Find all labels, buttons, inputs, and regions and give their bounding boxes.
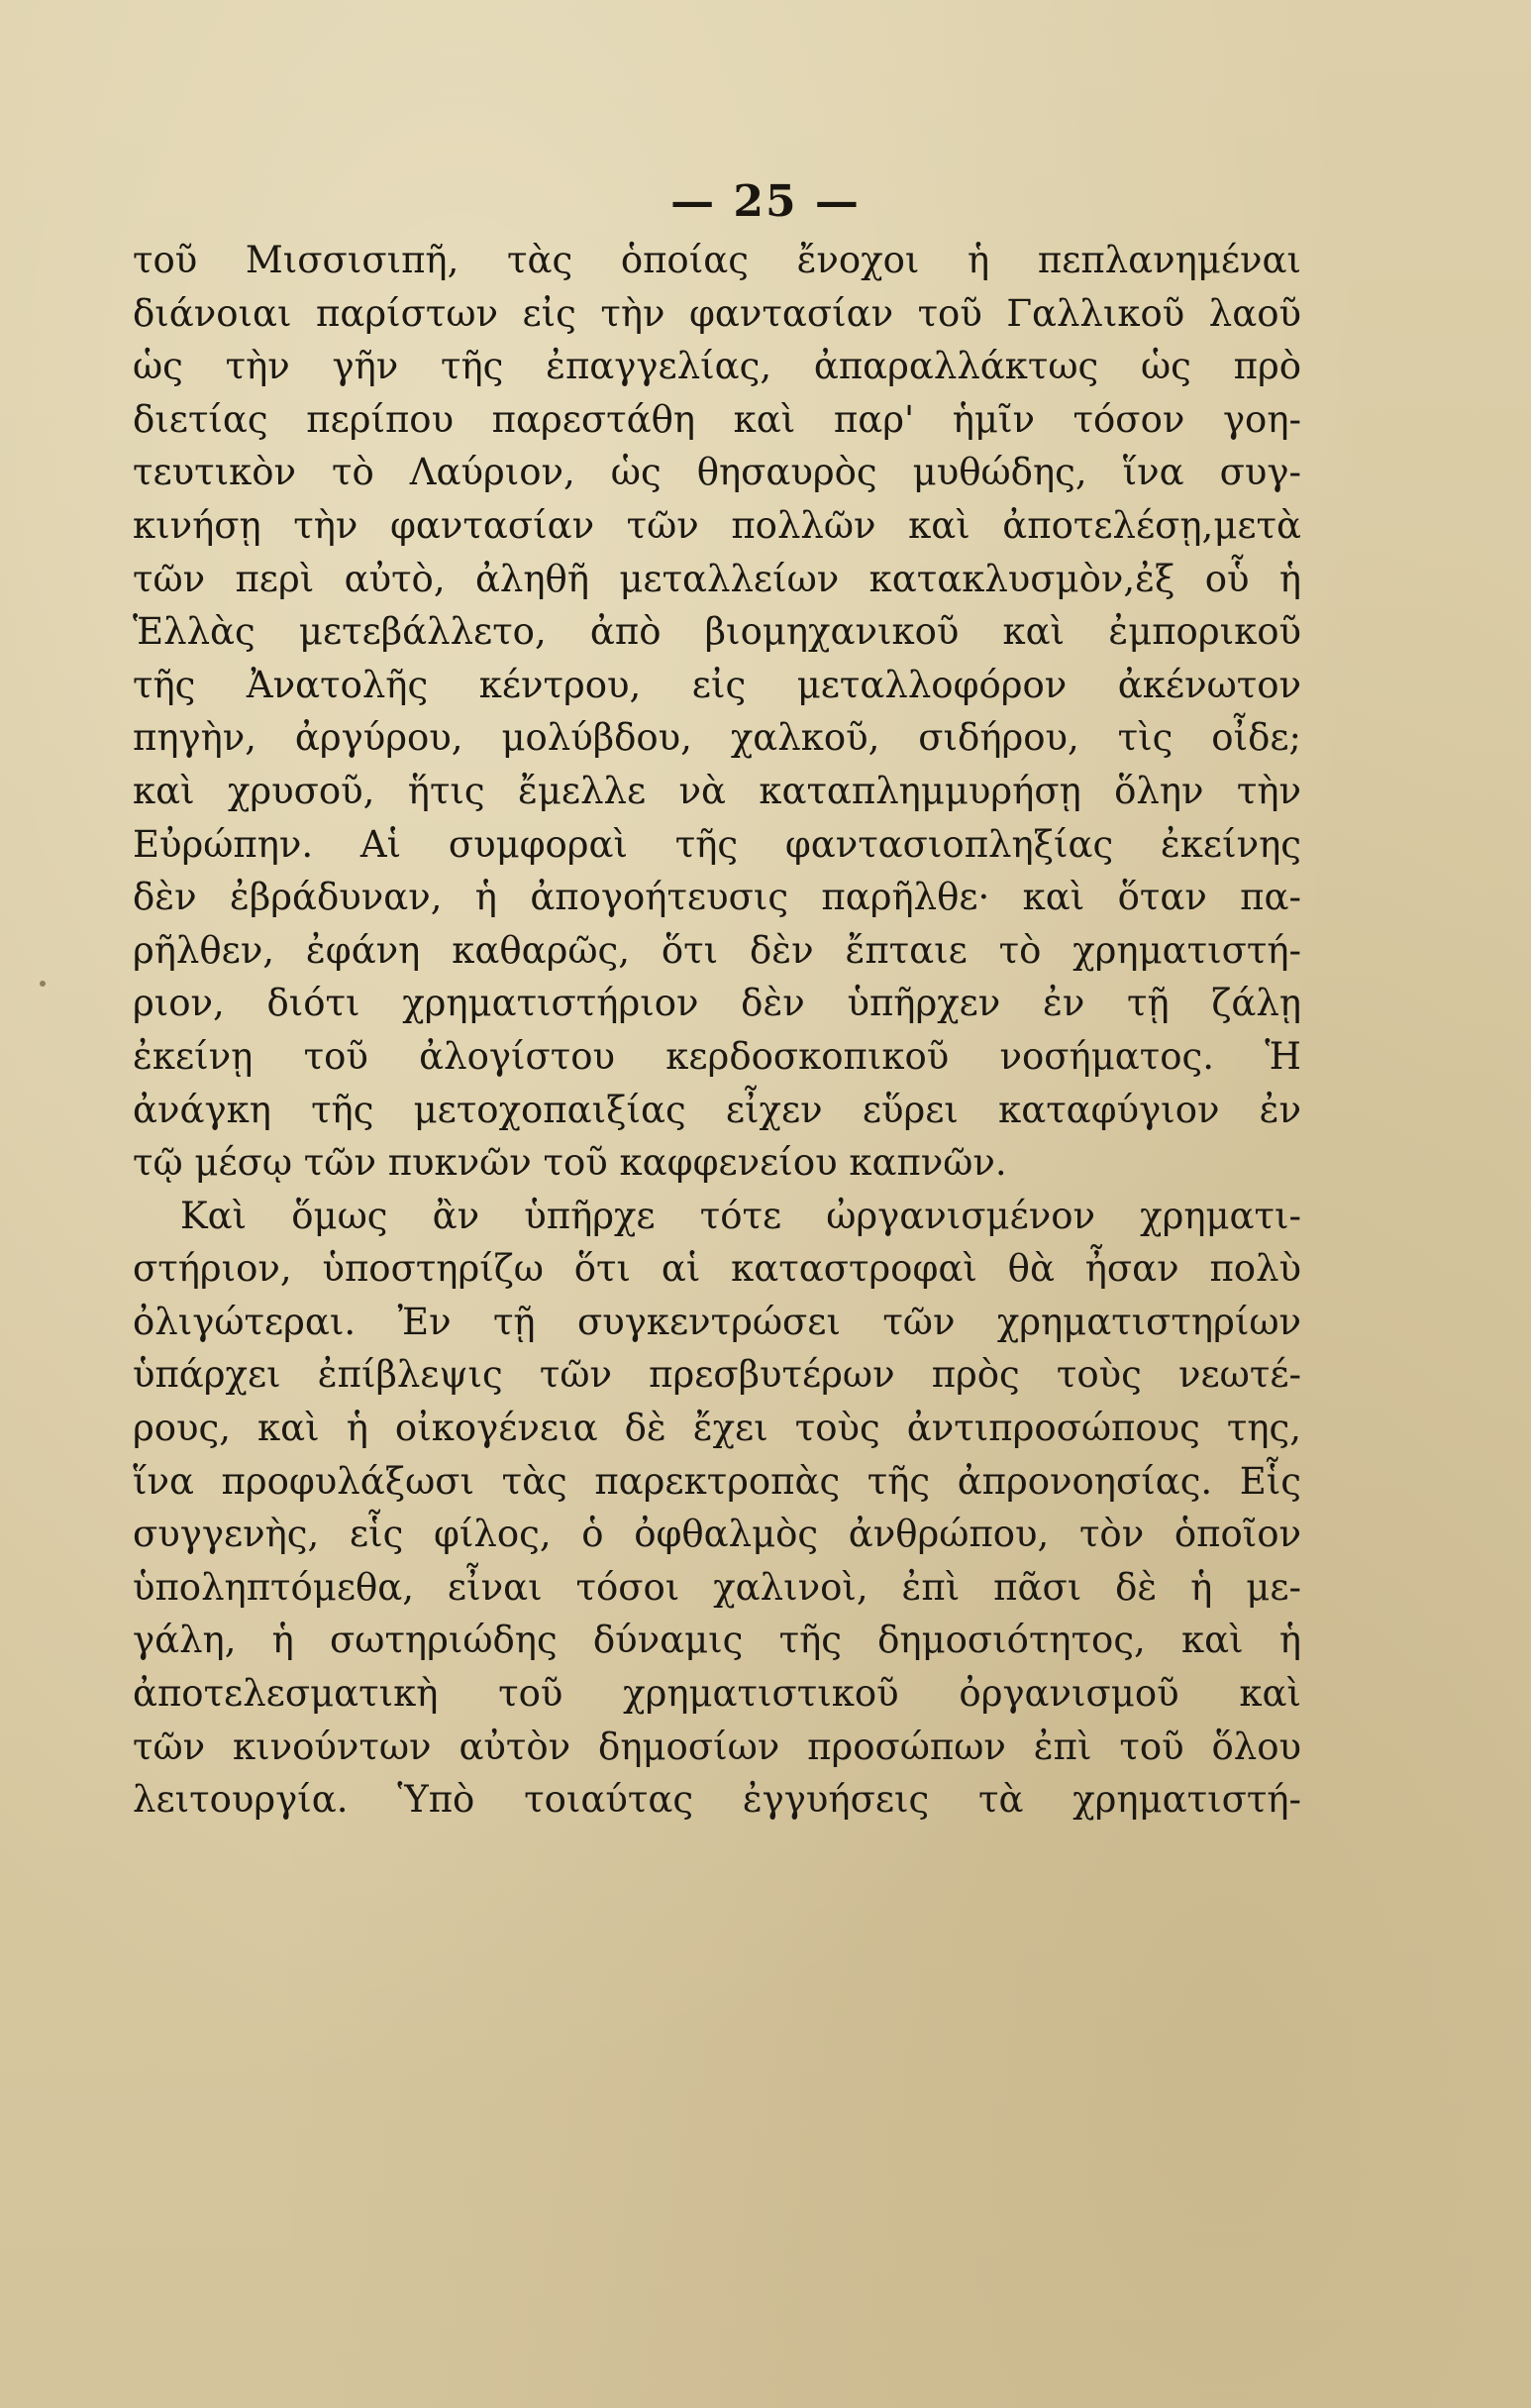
text-line: καὶ χρυσοῦ, ἥτις ἔμελλε νὰ καταπλημμυρήσῃ ὅλην τὴν — [133, 769, 1301, 812]
text-line: διετίας περίπου παρεστάθη καὶ παρ' ἡμῖν τόσον γοη- — [133, 397, 1301, 441]
text-line: ριον, διότι χρηματιστήριον δὲν ὑπῆρχεν ἐν τῇ ζάλῃ — [133, 982, 1301, 1025]
page-number: — 25 — — [670, 176, 861, 227]
text-line: στήριον, ὑποστηρίζω ὅτι αἱ καταστροφαὶ θὰ ἦσαν πολὺ — [133, 1247, 1301, 1291]
text-line: ὀλιγώτεραι. Ἐν τῇ συγκεντρώσει τῶν χρηματιστηρίων — [133, 1300, 1301, 1343]
text-line: τῶν περὶ αὐτὸ, ἀληθῆ μεταλλείων κατακλυσμὸν,ἐξ οὗ ἡ — [133, 557, 1301, 600]
text-line: τοῦ Μισσισιπῆ, τὰς ὁποίας ἔνοχοι ἡ πεπλανημέναι — [133, 239, 1301, 281]
text-line: Καὶ ὅμως ἂν ὑπῆρχε τότε ὠργανισμένον χρηματι- — [180, 1194, 1301, 1237]
text-line: ὡς τὴν γῆν τῆς ἐπαγγελίας, ἀπαραλλάκτως ὡς πρὸ — [133, 345, 1301, 388]
text-line: λειτουργία. Ὑπὸ τοιαύτας ἐγγυήσεις τὰ χρηματιστή- — [133, 1778, 1301, 1822]
text-line: ρῆλθεν, ἐφάνη καθαρῶς, ὅτι δὲν ἔπταιε τὸ χρηματιστή- — [133, 928, 1301, 972]
text-line: διάνοιαι παρίστων εἰς τὴν φαντασίαν τοῦ Γαλλικοῦ λαοῦ — [133, 291, 1301, 335]
text-line: ἀνάγκη τῆς μετοχοπαιξίας εἶχεν εὕρει καταφύγιον ἐν — [133, 1088, 1301, 1131]
text-line: Ἑλλὰς μετεβάλλετο, ἀπὸ βιομηχανικοῦ καὶ ἐμπορικοῦ — [133, 610, 1301, 654]
text-line: ἐκείνῃ τοῦ ἀλογίστου κερδοσκοπικοῦ νοσήματος. Ἡ — [133, 1034, 1301, 1078]
text-line: τευτικὸν τὸ Λαύριον, ὡς θησαυρὸς μυθώδης, ἵνα συγ- — [133, 451, 1301, 494]
body-text — [133, 234, 1301, 1827]
text-line: τῆς Ἀνατολῆς κέντρου, εἰς μεταλλοφόρον ἀκένωτον — [133, 663, 1301, 706]
text-line: γάλη, ἡ σωτηριώδης δύναμις τῆς δημοσιότητος, καὶ ἡ — [133, 1619, 1301, 1662]
text-line: ἵνα προφυλάξωσι τὰς παρεκτροπὰς τῆς ἀπρονοησίας. Εἷς — [133, 1459, 1301, 1503]
text-line: ὑποληπτόμεθα, εἶναι τόσοι χαλινοὶ, ἐπὶ πᾶσι δὲ ἡ με- — [133, 1565, 1301, 1609]
text-line: τῶν κινούντων αὐτὸν δημοσίων προσώπων ἐπὶ τοῦ ὅλου — [133, 1725, 1301, 1768]
text-line: συγγενὴς, εἷς φίλος, ὁ ὀφθαλμὸς ἀνθρώπου, τὸν ὁποῖον — [133, 1513, 1301, 1556]
text-line: ἀποτελεσματικὴ τοῦ χρηματιστικοῦ ὀργανισμοῦ καὶ — [133, 1672, 1301, 1716]
text-line: κινήσῃ τὴν φαντασίαν τῶν πολλῶν καὶ ἀποτελέσῃ,μετὰ — [133, 503, 1301, 547]
paper-speck — [40, 981, 46, 987]
text-line: πηγὴν, ἀργύρου, μολύβδου, χαλκοῦ, σιδήρου, τὶς οἶδε; — [133, 716, 1301, 760]
text-line: ὑπάρχει ἐπίβλεψις τῶν πρεσβυτέρων πρὸς τοὺς νεωτέ- — [133, 1353, 1301, 1397]
text-line: δὲν ἐβράδυναν, ἡ ἀπογοήτευσις παρῆλθε· καὶ ὅταν πα- — [133, 876, 1301, 919]
text-line: τῷ μέσῳ τῶν πυκνῶν τοῦ καφφενείου καπνῶν. — [133, 1141, 1007, 1185]
text-line: ρους, καὶ ἡ οἰκογένεια δὲ ἔχει τοὺς ἀντιπροσώπους της, — [133, 1407, 1301, 1450]
text-line: Εὐρώπην. Αἱ συμφοραὶ τῆς φαντασιοπληξίας ἐκείνης — [133, 822, 1301, 866]
